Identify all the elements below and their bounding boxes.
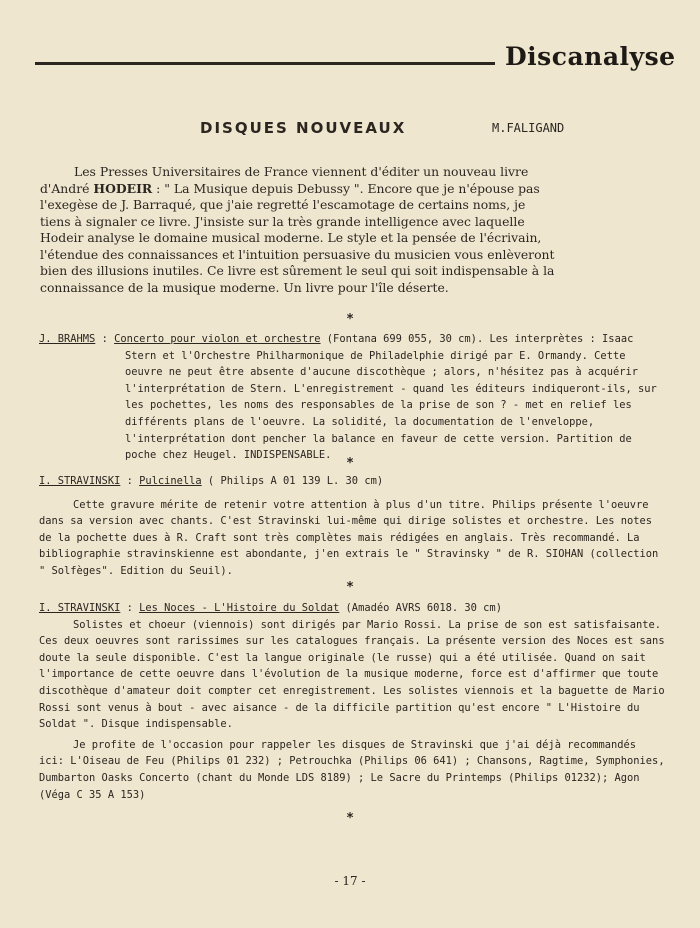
- intro-paragraph: [40, 164, 556, 296]
- review-heading: [39, 331, 667, 348]
- review-heading: [39, 600, 667, 617]
- review-body: [39, 348, 667, 464]
- review-body: [39, 497, 667, 580]
- review-body-text: Cette gravure mérite de retenir votre attention à plus d'un titre. Philips présente l'oeuvre dans sa version avec chants. C'est Stravinski lui-même qui dirige solistes et orchestre. Les notes de la pochette dues à R. Craft sont très complètes mais rédigées en anglais. Très recommandé. La bibliographie stravinskienne est abondante, j'en extrais le " Stravinsky " de R. SIOHAN (collection " Solfèges". Edition du Seuil).: [39, 498, 659, 577]
- review-work: Les Noces - L'Histoire du Soldat: [139, 602, 340, 614]
- review-body-text: Je profite de l'occasion pour rappeler les disques de Stravinski que j'ai déjà recommandés ici: L'Oiseau de Feu (Philips 01 232) ; Petrouchka (Philips 06 641) ; Chansons, Ragtime, Symphonies, Dumbarton Oasks Concerto (chant du Monde LDS 8189) ; Le Sacre du Printemps (Philips 01232); Agon (Véga C 35 A 153): [39, 738, 665, 801]
- section-title: Discanalyse: [505, 42, 676, 71]
- review-work: Pulcinella: [139, 475, 202, 487]
- review-separator: :: [120, 602, 140, 614]
- review-body-text: Solistes et choeur (viennois) sont dirigés par Mario Rossi. La prise de son est satisfaisante. Ces deux oeuvres sont rarissimes sur les catalogues français. La présente version des Noces est sans doute la seule disponible. C'est la langue originale (le russe) qui a été utilisée. Quand on sait l'importance de cette oeuvre dans l'évolution de la musique moderne, force est d'affirmer que toute discothèque d'amateur doit compter cet enregistrement. Les solistes viennois et la baguette de Mario Rossi sont venus à bout - avec aisance - de la difficile partition qu'est encore " L'Histoire du Soldat ". Disque indispensable.: [39, 618, 665, 731]
- review-heading: [39, 473, 667, 490]
- review-composer: I. STRAVINSKI: [39, 602, 121, 614]
- review-pulcinella: [39, 473, 667, 580]
- review-brahms: [39, 331, 667, 464]
- review-details: (Fontana 699 055, 30 cm). Les interprètes : Isaac: [320, 333, 634, 345]
- page-number: - 17 -: [334, 874, 366, 888]
- intro-text-start: Les Presses Universitaires de France viennent d'éditer un nouveau livre d'André: [40, 164, 529, 196]
- review-body-text: Stern et l'Orchestre Philharmonique de Philadelphie dirigé par E. Ormandy. Cette oeuvre ne peut être absente d'aucune discothèque ; alors, n'hésitez pas à acquérir l'interprétation de Stern. L'enregistrement - quand les éditeurs indiqueront-ils, sur les pochettes, les noms des responsables de la prise de son ? - met en relief les différents plans de l'oeuvre. La solidité, la documentation de l'enveloppe, l'interprétation dont pencher la balance en faveur de cette version. Partition de poche chez Heugel. INDISPENSABLE.: [125, 349, 657, 462]
- review-body-secondary: [39, 737, 667, 803]
- header-rule: [35, 62, 495, 65]
- review-body: [39, 617, 667, 733]
- review-details: ( Philips A 01 139 L. 30 cm): [201, 475, 384, 487]
- review-noces: [39, 600, 667, 803]
- separator-star: *: [346, 456, 354, 471]
- review-composer: I. STRAVINSKI: [39, 475, 121, 487]
- intro-author-name: HODEIR: [93, 180, 153, 196]
- review-separator: :: [95, 333, 115, 345]
- author-name: M.FALIGAND: [492, 121, 565, 135]
- review-details: (Amadéo AVRS 6018. 30 cm): [339, 602, 502, 614]
- separator-star: *: [346, 580, 354, 595]
- separator-star: *: [346, 312, 354, 327]
- separator-star: *: [346, 811, 354, 826]
- intro-text-end: : " La Musique depuis Debussy ". Encore que je n'épouse pas l'exegèse de J. Barraqué, que j'aie regretté l'escamotage de certains noms, je tiens à signaler ce livre. J'insiste sur la très grande intelligence avec laquelle Hodeir analyse le domaine musical moderne. Le style et la pensée de l'écrivain, l'étendue des connaissances et l'intuition persuasive du musicien vous enlèveront bien des illusions inutiles. Ce livre est sûrement le seul qui soit indispensable à la connaissance de la musique moderne. Un livre pour l'île déserte.: [40, 180, 555, 295]
- review-work: Concerto pour violon et orchestre: [114, 333, 321, 345]
- article-title: DISQUES NOUVEAUX: [200, 119, 407, 137]
- review-composer: J. BRAHMS: [39, 333, 96, 345]
- review-separator: :: [120, 475, 140, 487]
